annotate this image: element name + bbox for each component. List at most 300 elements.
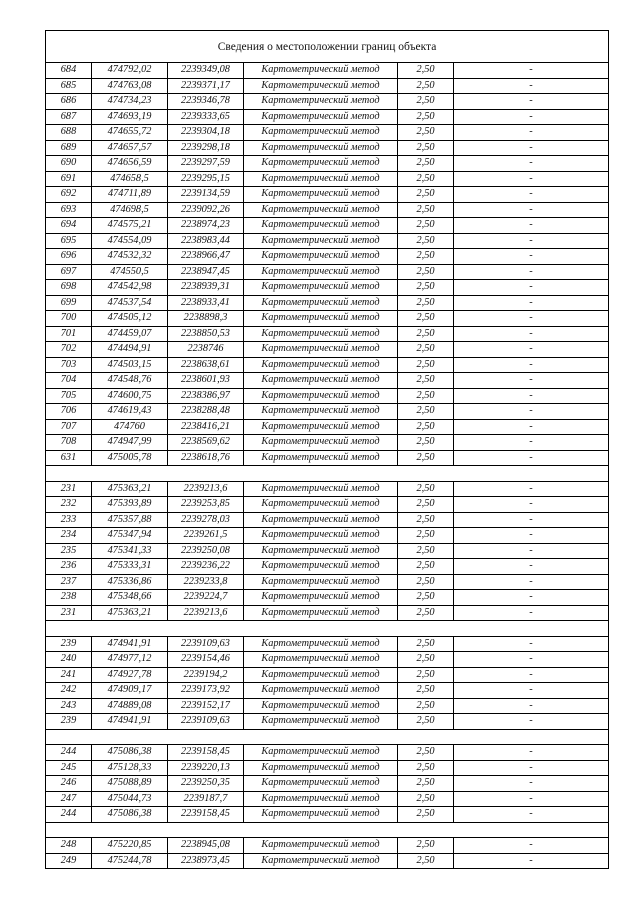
method-cell: Картометрический метод xyxy=(244,249,398,265)
y-coordinate-cell: 2238933,41 xyxy=(168,295,244,311)
table-row xyxy=(46,481,609,497)
point-number-cell: 688 xyxy=(46,125,92,141)
description-cell: - xyxy=(454,559,609,575)
y-coordinate-cell: 2239224,7 xyxy=(168,590,244,606)
method-cell: Картометрический метод xyxy=(244,853,398,869)
description-cell: - xyxy=(454,497,609,513)
method-cell: Картометрический метод xyxy=(244,435,398,451)
point-number-cell: 708 xyxy=(46,435,92,451)
x-coordinate-cell: 475220,85 xyxy=(92,838,168,854)
point-number-cell: 249 xyxy=(46,853,92,869)
point-number-cell: 247 xyxy=(46,791,92,807)
y-coordinate-cell: 2239109,63 xyxy=(168,636,244,652)
x-coordinate-cell: 475363,21 xyxy=(92,481,168,497)
method-cell: Картометрический метод xyxy=(244,574,398,590)
y-coordinate-cell: 2238386,97 xyxy=(168,388,244,404)
accuracy-cell: 2,50 xyxy=(398,233,454,249)
x-coordinate-cell: 474537,54 xyxy=(92,295,168,311)
point-number-cell: 236 xyxy=(46,559,92,575)
point-number-cell: 245 xyxy=(46,760,92,776)
point-number-cell: 235 xyxy=(46,543,92,559)
x-coordinate-cell: 474734,23 xyxy=(92,94,168,110)
y-coordinate-cell: 2239194,2 xyxy=(168,667,244,683)
point-number-cell: 691 xyxy=(46,171,92,187)
x-coordinate-cell: 474658,5 xyxy=(92,171,168,187)
x-coordinate-cell: 475336,86 xyxy=(92,574,168,590)
accuracy-cell: 2,50 xyxy=(398,497,454,513)
method-cell: Картометрический метод xyxy=(244,776,398,792)
point-number-cell: 693 xyxy=(46,202,92,218)
description-cell: - xyxy=(454,419,609,435)
method-cell: Картометрический метод xyxy=(244,187,398,203)
description-cell: - xyxy=(454,171,609,187)
table-row xyxy=(46,791,609,807)
accuracy-cell: 2,50 xyxy=(398,807,454,823)
description-cell: - xyxy=(454,450,609,466)
method-cell: Картометрический метод xyxy=(244,63,398,79)
accuracy-cell: 2,50 xyxy=(398,605,454,621)
accuracy-cell: 2,50 xyxy=(398,342,454,358)
x-coordinate-cell: 474548,76 xyxy=(92,373,168,389)
table-row xyxy=(46,187,609,203)
description-cell: - xyxy=(454,776,609,792)
table-row xyxy=(46,543,609,559)
accuracy-cell: 2,50 xyxy=(398,559,454,575)
accuracy-cell: 2,50 xyxy=(398,791,454,807)
description-cell: - xyxy=(454,528,609,544)
table-row xyxy=(46,698,609,714)
table-row xyxy=(46,404,609,420)
method-cell: Картометрический метод xyxy=(244,156,398,172)
x-coordinate-cell: 475088,89 xyxy=(92,776,168,792)
description-cell: - xyxy=(454,187,609,203)
description-cell: - xyxy=(454,373,609,389)
x-coordinate-cell: 474792,02 xyxy=(92,63,168,79)
accuracy-cell: 2,50 xyxy=(398,326,454,342)
table-row xyxy=(46,760,609,776)
table-row xyxy=(46,280,609,296)
point-number-cell: 692 xyxy=(46,187,92,203)
table-row xyxy=(46,745,609,761)
table-row xyxy=(46,450,609,466)
x-coordinate-cell: 474532,32 xyxy=(92,249,168,265)
description-cell: - xyxy=(454,652,609,668)
accuracy-cell: 2,50 xyxy=(398,388,454,404)
y-coordinate-cell: 2239298,18 xyxy=(168,140,244,156)
accuracy-cell: 2,50 xyxy=(398,745,454,761)
point-number-cell: 243 xyxy=(46,698,92,714)
point-number-cell: 689 xyxy=(46,140,92,156)
accuracy-cell: 2,50 xyxy=(398,776,454,792)
point-number-cell: 705 xyxy=(46,388,92,404)
method-cell: Картометрический метод xyxy=(244,264,398,280)
method-cell: Картометрический метод xyxy=(244,125,398,141)
x-coordinate-cell: 475341,33 xyxy=(92,543,168,559)
table-row xyxy=(46,636,609,652)
description-cell: - xyxy=(454,605,609,621)
accuracy-cell: 2,50 xyxy=(398,590,454,606)
x-coordinate-cell: 474927,78 xyxy=(92,667,168,683)
accuracy-cell: 2,50 xyxy=(398,187,454,203)
table-row xyxy=(46,233,609,249)
x-coordinate-cell: 474760 xyxy=(92,419,168,435)
method-cell: Картометрический метод xyxy=(244,388,398,404)
accuracy-cell: 2,50 xyxy=(398,171,454,187)
point-number-cell: 690 xyxy=(46,156,92,172)
description-cell: - xyxy=(454,667,609,683)
method-cell: Картометрический метод xyxy=(244,667,398,683)
accuracy-cell: 2,50 xyxy=(398,512,454,528)
table-row xyxy=(46,853,609,869)
point-number-cell: 239 xyxy=(46,636,92,652)
method-cell: Картометрический метод xyxy=(244,605,398,621)
x-coordinate-cell: 475333,31 xyxy=(92,559,168,575)
point-number-cell: 706 xyxy=(46,404,92,420)
y-coordinate-cell: 2238966,47 xyxy=(168,249,244,265)
accuracy-cell: 2,50 xyxy=(398,78,454,94)
table-row xyxy=(46,435,609,451)
point-number-cell: 246 xyxy=(46,776,92,792)
y-coordinate-cell: 2238947,45 xyxy=(168,264,244,280)
point-number-cell: 696 xyxy=(46,249,92,265)
y-coordinate-cell: 2239187,7 xyxy=(168,791,244,807)
method-cell: Картометрический метод xyxy=(244,140,398,156)
boundary-coordinates-table xyxy=(45,30,609,869)
description-cell: - xyxy=(454,233,609,249)
y-coordinate-cell: 2239158,45 xyxy=(168,745,244,761)
table-row xyxy=(46,156,609,172)
description-cell: - xyxy=(454,435,609,451)
description-cell: - xyxy=(454,590,609,606)
description-cell: - xyxy=(454,326,609,342)
x-coordinate-cell: 474542,98 xyxy=(92,280,168,296)
y-coordinate-cell: 2238638,61 xyxy=(168,357,244,373)
y-coordinate-cell: 2239092,26 xyxy=(168,202,244,218)
y-coordinate-cell: 2239304,18 xyxy=(168,125,244,141)
y-coordinate-cell: 2239173,92 xyxy=(168,683,244,699)
method-cell: Картометрический метод xyxy=(244,807,398,823)
method-cell: Картометрический метод xyxy=(244,745,398,761)
table-row xyxy=(46,311,609,327)
x-coordinate-cell: 475128,33 xyxy=(92,760,168,776)
description-cell: - xyxy=(454,807,609,823)
accuracy-cell: 2,50 xyxy=(398,636,454,652)
point-number-cell: 233 xyxy=(46,512,92,528)
accuracy-cell: 2,50 xyxy=(398,543,454,559)
table-row xyxy=(46,838,609,854)
table-row xyxy=(46,295,609,311)
point-number-cell: 697 xyxy=(46,264,92,280)
point-number-cell: 703 xyxy=(46,357,92,373)
x-coordinate-cell: 474575,21 xyxy=(92,218,168,234)
description-cell: - xyxy=(454,156,609,172)
description-cell: - xyxy=(454,745,609,761)
x-coordinate-cell: 475044,73 xyxy=(92,791,168,807)
x-coordinate-cell: 474941,91 xyxy=(92,714,168,730)
y-coordinate-cell: 2239278,03 xyxy=(168,512,244,528)
accuracy-cell: 2,50 xyxy=(398,838,454,854)
accuracy-cell: 2,50 xyxy=(398,528,454,544)
point-number-cell: 684 xyxy=(46,63,92,79)
table-row xyxy=(46,497,609,513)
point-number-cell: 698 xyxy=(46,280,92,296)
x-coordinate-cell: 474459,07 xyxy=(92,326,168,342)
description-cell: - xyxy=(454,760,609,776)
accuracy-cell: 2,50 xyxy=(398,435,454,451)
table-title: Сведения о местоположении границ объекта xyxy=(46,31,609,63)
x-coordinate-cell: 474657,57 xyxy=(92,140,168,156)
y-coordinate-cell: 2239213,6 xyxy=(168,481,244,497)
y-coordinate-cell: 2239236,22 xyxy=(168,559,244,575)
description-cell: - xyxy=(454,714,609,730)
table-body xyxy=(46,63,609,869)
accuracy-cell: 2,50 xyxy=(398,373,454,389)
y-coordinate-cell: 2239371,17 xyxy=(168,78,244,94)
x-coordinate-cell: 475005,78 xyxy=(92,450,168,466)
description-cell: - xyxy=(454,404,609,420)
y-coordinate-cell: 2239109,63 xyxy=(168,714,244,730)
table-row xyxy=(46,342,609,358)
description-cell: - xyxy=(454,218,609,234)
accuracy-cell: 2,50 xyxy=(398,156,454,172)
x-coordinate-cell: 475086,38 xyxy=(92,807,168,823)
y-coordinate-cell: 2238746 xyxy=(168,342,244,358)
y-coordinate-cell: 2238850,53 xyxy=(168,326,244,342)
method-cell: Картометрический метод xyxy=(244,543,398,559)
accuracy-cell: 2,50 xyxy=(398,357,454,373)
section-separator xyxy=(46,729,609,745)
point-number-cell: 238 xyxy=(46,590,92,606)
accuracy-cell: 2,50 xyxy=(398,295,454,311)
method-cell: Картометрический метод xyxy=(244,357,398,373)
y-coordinate-cell: 2238945,08 xyxy=(168,838,244,854)
y-coordinate-cell: 2239250,08 xyxy=(168,543,244,559)
y-coordinate-cell: 2238939,31 xyxy=(168,280,244,296)
point-number-cell: 694 xyxy=(46,218,92,234)
method-cell: Картометрический метод xyxy=(244,714,398,730)
method-cell: Картометрический метод xyxy=(244,481,398,497)
accuracy-cell: 2,50 xyxy=(398,450,454,466)
table-row xyxy=(46,63,609,79)
description-cell: - xyxy=(454,698,609,714)
method-cell: Картометрический метод xyxy=(244,683,398,699)
point-number-cell: 704 xyxy=(46,373,92,389)
point-number-cell: 237 xyxy=(46,574,92,590)
accuracy-cell: 2,50 xyxy=(398,264,454,280)
method-cell: Картометрический метод xyxy=(244,698,398,714)
description-cell: - xyxy=(454,280,609,296)
method-cell: Картометрический метод xyxy=(244,590,398,606)
accuracy-cell: 2,50 xyxy=(398,249,454,265)
table-row xyxy=(46,171,609,187)
accuracy-cell: 2,50 xyxy=(398,109,454,125)
description-cell: - xyxy=(454,140,609,156)
point-number-cell: 231 xyxy=(46,481,92,497)
table-row xyxy=(46,574,609,590)
point-number-cell: 241 xyxy=(46,667,92,683)
table-row xyxy=(46,683,609,699)
accuracy-cell: 2,50 xyxy=(398,140,454,156)
method-cell: Картометрический метод xyxy=(244,326,398,342)
table-row xyxy=(46,264,609,280)
description-cell: - xyxy=(454,202,609,218)
accuracy-cell: 2,50 xyxy=(398,202,454,218)
x-coordinate-cell: 474947,99 xyxy=(92,435,168,451)
x-coordinate-cell: 474505,12 xyxy=(92,311,168,327)
y-coordinate-cell: 2239134,59 xyxy=(168,187,244,203)
accuracy-cell: 2,50 xyxy=(398,652,454,668)
y-coordinate-cell: 2239154,46 xyxy=(168,652,244,668)
x-coordinate-cell: 474619,43 xyxy=(92,404,168,420)
y-coordinate-cell: 2238898,3 xyxy=(168,311,244,327)
table-row xyxy=(46,605,609,621)
x-coordinate-cell: 474889,08 xyxy=(92,698,168,714)
table-row xyxy=(46,388,609,404)
method-cell: Картометрический метод xyxy=(244,419,398,435)
description-cell: - xyxy=(454,574,609,590)
accuracy-cell: 2,50 xyxy=(398,698,454,714)
y-coordinate-cell: 2239333,65 xyxy=(168,109,244,125)
table-row xyxy=(46,528,609,544)
description-cell: - xyxy=(454,78,609,94)
method-cell: Картометрический метод xyxy=(244,791,398,807)
description-cell: - xyxy=(454,342,609,358)
point-number-cell: 240 xyxy=(46,652,92,668)
method-cell: Картометрический метод xyxy=(244,512,398,528)
method-cell: Картометрический метод xyxy=(244,373,398,389)
point-number-cell: 242 xyxy=(46,683,92,699)
description-cell: - xyxy=(454,543,609,559)
table-row xyxy=(46,512,609,528)
y-coordinate-cell: 2238618,76 xyxy=(168,450,244,466)
description-cell: - xyxy=(454,295,609,311)
description-cell: - xyxy=(454,249,609,265)
point-number-cell: 700 xyxy=(46,311,92,327)
method-cell: Картометрический метод xyxy=(244,559,398,575)
method-cell: Картометрический метод xyxy=(244,311,398,327)
table-row xyxy=(46,357,609,373)
y-coordinate-cell: 2239349,08 xyxy=(168,63,244,79)
title-row xyxy=(46,31,609,63)
x-coordinate-cell: 474494,91 xyxy=(92,342,168,358)
table-row xyxy=(46,559,609,575)
x-coordinate-cell: 475244,78 xyxy=(92,853,168,869)
table-row xyxy=(46,109,609,125)
table-row xyxy=(46,218,609,234)
x-coordinate-cell: 475357,88 xyxy=(92,512,168,528)
table-row xyxy=(46,326,609,342)
method-cell: Картометрический метод xyxy=(244,497,398,513)
y-coordinate-cell: 2238974,23 xyxy=(168,218,244,234)
method-cell: Картометрический метод xyxy=(244,450,398,466)
x-coordinate-cell: 474503,15 xyxy=(92,357,168,373)
accuracy-cell: 2,50 xyxy=(398,63,454,79)
point-number-cell: 686 xyxy=(46,94,92,110)
description-cell: - xyxy=(454,125,609,141)
accuracy-cell: 2,50 xyxy=(398,574,454,590)
table-row xyxy=(46,78,609,94)
x-coordinate-cell: 474655,72 xyxy=(92,125,168,141)
accuracy-cell: 2,50 xyxy=(398,125,454,141)
point-number-cell: 699 xyxy=(46,295,92,311)
accuracy-cell: 2,50 xyxy=(398,311,454,327)
description-cell: - xyxy=(454,388,609,404)
table-row xyxy=(46,125,609,141)
accuracy-cell: 2,50 xyxy=(398,683,454,699)
method-cell: Картометрический метод xyxy=(244,838,398,854)
point-number-cell: 702 xyxy=(46,342,92,358)
table-row xyxy=(46,373,609,389)
x-coordinate-cell: 474554,09 xyxy=(92,233,168,249)
x-coordinate-cell: 474600,75 xyxy=(92,388,168,404)
accuracy-cell: 2,50 xyxy=(398,760,454,776)
section-separator xyxy=(46,822,609,838)
y-coordinate-cell: 2238416,21 xyxy=(168,419,244,435)
x-coordinate-cell: 474656,59 xyxy=(92,156,168,172)
y-coordinate-cell: 2239158,45 xyxy=(168,807,244,823)
section-separator xyxy=(46,466,609,482)
method-cell: Картометрический метод xyxy=(244,171,398,187)
point-number-cell: 248 xyxy=(46,838,92,854)
y-coordinate-cell: 2239261,5 xyxy=(168,528,244,544)
description-cell: - xyxy=(454,838,609,854)
y-coordinate-cell: 2238601,93 xyxy=(168,373,244,389)
point-number-cell: 244 xyxy=(46,807,92,823)
x-coordinate-cell: 475086,38 xyxy=(92,745,168,761)
y-coordinate-cell: 2239250,35 xyxy=(168,776,244,792)
point-number-cell: 231 xyxy=(46,605,92,621)
x-coordinate-cell: 474909,17 xyxy=(92,683,168,699)
y-coordinate-cell: 2239295,15 xyxy=(168,171,244,187)
point-number-cell: 701 xyxy=(46,326,92,342)
description-cell: - xyxy=(454,481,609,497)
y-coordinate-cell: 2238569,62 xyxy=(168,435,244,451)
description-cell: - xyxy=(454,264,609,280)
accuracy-cell: 2,50 xyxy=(398,853,454,869)
y-coordinate-cell: 2239346,78 xyxy=(168,94,244,110)
separator-cell xyxy=(46,621,609,637)
x-coordinate-cell: 474550,5 xyxy=(92,264,168,280)
x-coordinate-cell: 474763,08 xyxy=(92,78,168,94)
y-coordinate-cell: 2239297,59 xyxy=(168,156,244,172)
table-row xyxy=(46,776,609,792)
point-number-cell: 244 xyxy=(46,745,92,761)
point-number-cell: 239 xyxy=(46,714,92,730)
description-cell: - xyxy=(454,683,609,699)
table-row xyxy=(46,590,609,606)
table-row xyxy=(46,652,609,668)
method-cell: Картометрический метод xyxy=(244,636,398,652)
accuracy-cell: 2,50 xyxy=(398,94,454,110)
accuracy-cell: 2,50 xyxy=(398,419,454,435)
point-number-cell: 234 xyxy=(46,528,92,544)
description-cell: - xyxy=(454,853,609,869)
x-coordinate-cell: 474698,5 xyxy=(92,202,168,218)
description-cell: - xyxy=(454,63,609,79)
description-cell: - xyxy=(454,636,609,652)
accuracy-cell: 2,50 xyxy=(398,667,454,683)
y-coordinate-cell: 2239152,17 xyxy=(168,698,244,714)
point-number-cell: 695 xyxy=(46,233,92,249)
x-coordinate-cell: 475348,66 xyxy=(92,590,168,606)
x-coordinate-cell: 474711,89 xyxy=(92,187,168,203)
point-number-cell: 685 xyxy=(46,78,92,94)
section-separator xyxy=(46,621,609,637)
method-cell: Картометрический метод xyxy=(244,94,398,110)
y-coordinate-cell: 2239253,85 xyxy=(168,497,244,513)
table-row xyxy=(46,667,609,683)
table-row xyxy=(46,202,609,218)
